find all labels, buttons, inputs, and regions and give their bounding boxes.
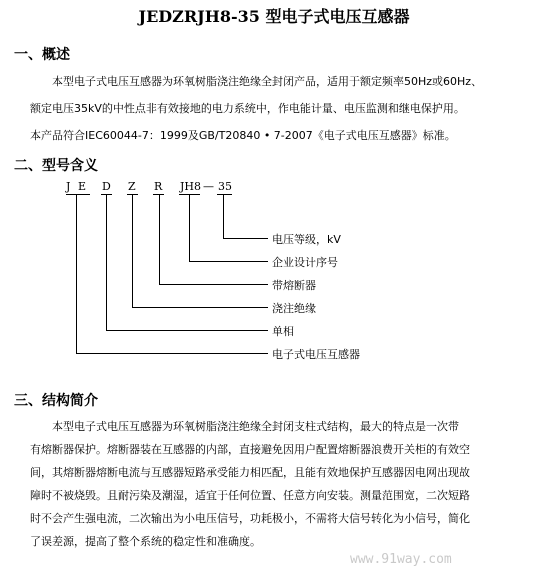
structure-line-3: 间，其熔断器熔断电流与互感器短路承受能力相匹配，且能有效地保护互感器因电网出现故 <box>30 466 470 479</box>
code-dash: — <box>203 180 214 193</box>
label-voltage-level: 电压等级，kV <box>272 233 341 246</box>
structure-line-1: 本型电子式电压互感器为环氧树脂浇注绝缘全封闭支柱式结构，最大的特点是一次带 <box>52 420 459 433</box>
structure-line-6: 了误差源，提高了整个系统的稳定性和准确度。 <box>30 535 261 548</box>
overview-heading: 一、概述 <box>14 47 70 63</box>
code-d: D <box>102 180 111 193</box>
overview-line-1: 本型电子式电压互感器为环氧树脂浇注绝缘全封闭产品，适用于额定频率50Hz或60Hz、 <box>52 75 483 88</box>
code-j: J <box>66 180 71 193</box>
code-z: Z <box>128 180 136 193</box>
label-cast-insulation: 浇注绝缘 <box>272 302 316 315</box>
code-e: E <box>78 180 87 193</box>
label-with-fuse: 带熔断器 <box>272 279 316 292</box>
structure-heading: 三、结构简介 <box>14 393 98 409</box>
overview-line-2: 额定电压35kV的中性点非有效接地的电力系统中，作电能计量、电压监测和继电保护用。 <box>30 102 465 115</box>
overview-line-3: 本产品符合IEC60044-7：1999及GB/T20840 • 7-2007《电子式电压互感器》标准。 <box>30 129 456 142</box>
code-35: 35 <box>218 180 232 193</box>
label-single-phase: 单相 <box>272 325 294 338</box>
code-jh8: JH8 <box>180 180 202 193</box>
model-heading: 二、型号含义 <box>14 158 98 174</box>
page-title: JEDZRJH8-35 型电子式电压互感器 <box>138 7 410 26</box>
label-electronic-vt: 电子式电压互感器 <box>272 348 360 361</box>
code-r: R <box>154 180 163 193</box>
label-design-number: 企业设计序号 <box>272 256 338 269</box>
structure-line-5: 时不会产生强电流，二次输出为小电压信号，功耗极小，不需将大信号转化为小信号，简化 <box>30 512 470 525</box>
watermark: www.91way.com <box>350 552 452 567</box>
structure-line-2: 有熔断器保护。熔断器装在互感器的内部，直接避免因用户配置熔断器浪费开关柜的有效空 <box>30 443 470 456</box>
structure-line-4: 障时不被烧毁。且耐污染及潮湿，适宜于任何位置、任意方向安装。测量范围宽，二次短路 <box>30 489 470 502</box>
